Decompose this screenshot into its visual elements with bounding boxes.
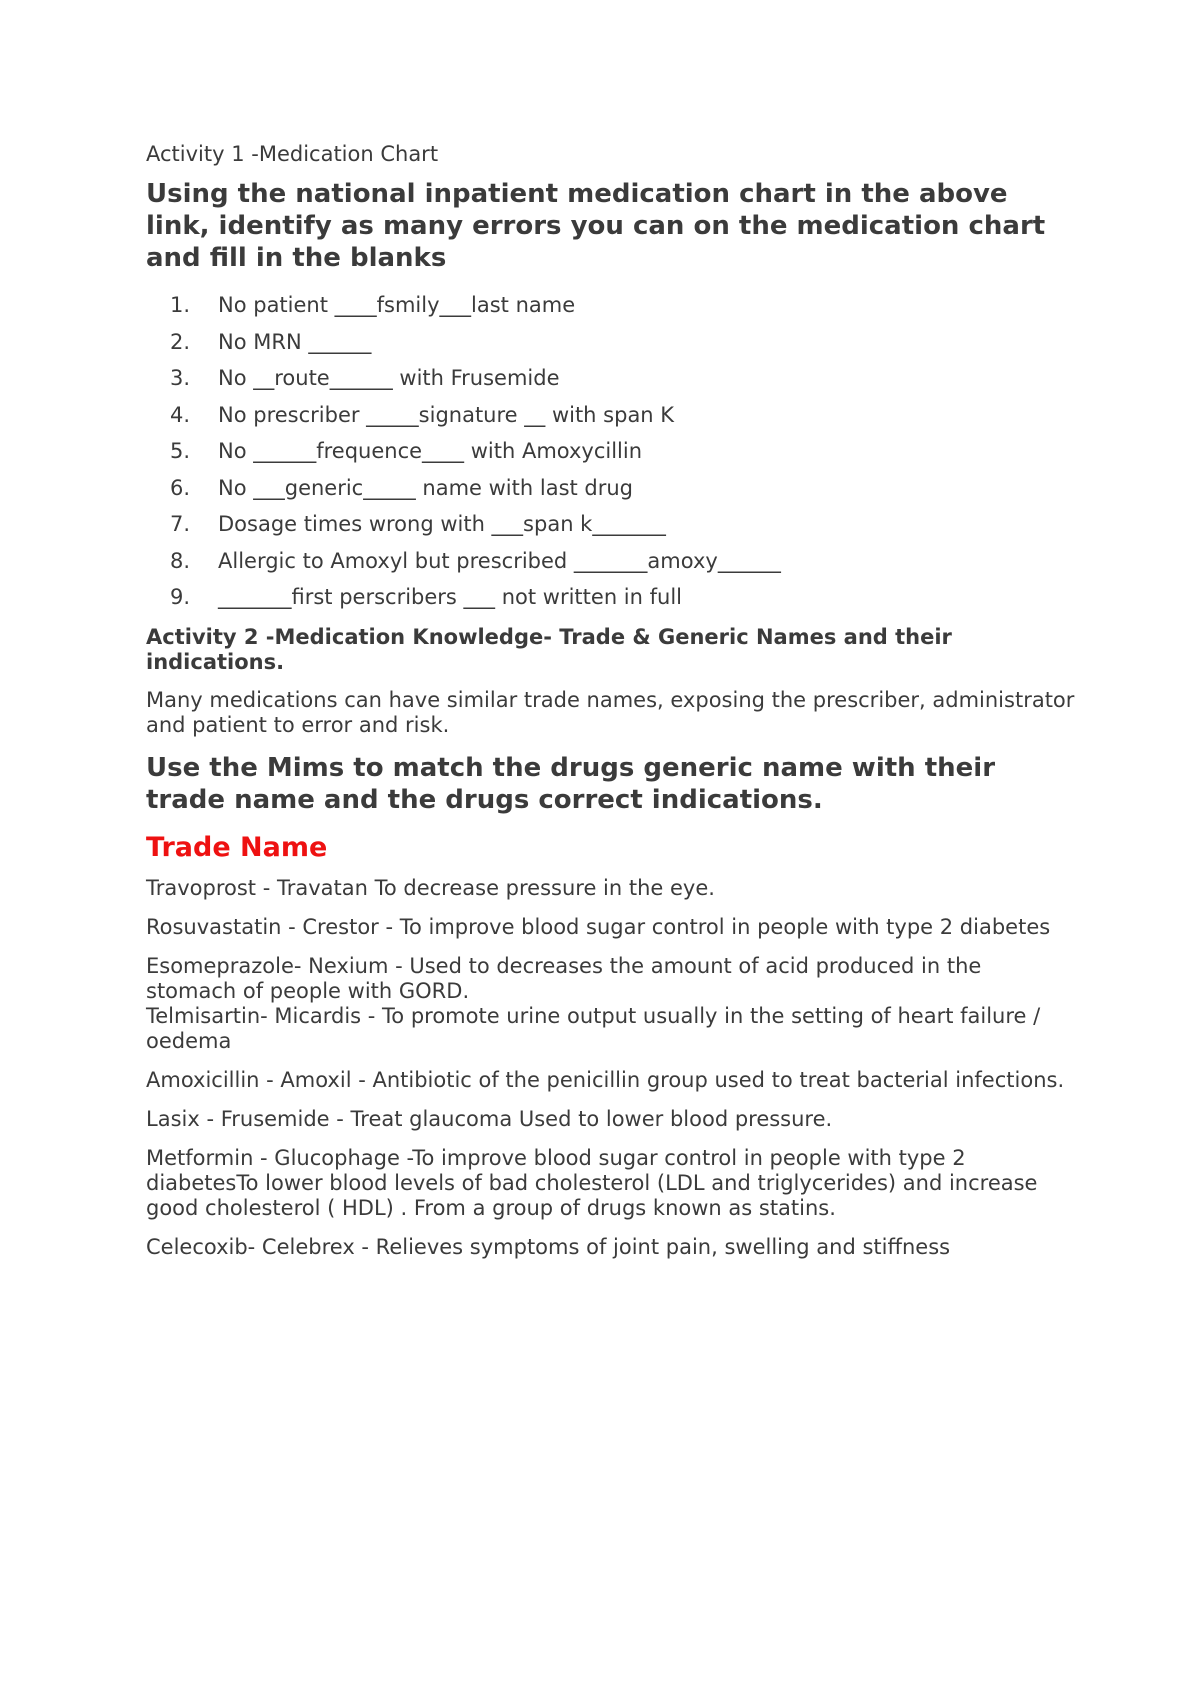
drug-entry: Metformin - Glucophage -To improve blood sugar control in people with type 2 diabetesTo lower blood levels of bad cholesterol (LDL and triglycerides) and increase good cholesterol ( HDL) . From a group of drugs known as statins. xyxy=(146,1145,1038,1220)
drug-entry: Amoxicillin - Amoxil - Antibiotic of the penicillin group used to treat bacterial infections. xyxy=(146,1067,1065,1092)
error-item xyxy=(146,365,1076,402)
error-text: _______first perscribers ___ not written in full xyxy=(218,585,682,609)
error-text: No prescriber _____signature __ with span K xyxy=(218,402,675,427)
list-number: 6. xyxy=(170,475,191,500)
drug-entry: Rosuvastatin - Crestor - To improve blood sugar control in people with type 2 diabetes xyxy=(146,914,1051,939)
activity-2-title: Activity 2 -Medication Knowledge- Trade & Generic Names and their indications. xyxy=(146,624,952,674)
error-text: No ___generic_____ name with last drug xyxy=(218,475,634,500)
activity-1-instruction: Using the national inpatient medication chart in the above link, identify as many errors you can on the medication chart and fill in the blanks xyxy=(146,179,1046,273)
list-number: 4. xyxy=(170,402,191,427)
list-number: 1. xyxy=(170,293,191,317)
error-text: Allergic to Amoxyl but prescribed _______amoxy______ xyxy=(218,548,781,573)
error-text: No __route______ with Frusemide xyxy=(218,366,560,390)
error-item xyxy=(146,548,1076,585)
error-item xyxy=(146,402,1076,439)
list-number: 5. xyxy=(170,439,191,463)
error-item xyxy=(146,329,1076,366)
activity-2-instruction: Use the Mims to match the drugs generic name with their trade name and the drugs correct indications. xyxy=(146,752,996,815)
drug-entry: Telmisartin- Micardis - To promote urine output usually in the setting of heart failure / oedema xyxy=(146,1003,1041,1053)
drug-entry: Celecoxib- Celebrex - Relieves symptoms of joint pain, swelling and stiffness xyxy=(146,1234,951,1259)
error-list xyxy=(146,292,1076,621)
list-number: 9. xyxy=(170,585,191,609)
error-text: No patient ____fsmily___last name xyxy=(218,293,576,317)
error-text: No MRN ______ xyxy=(218,329,372,354)
error-item xyxy=(146,584,1076,621)
error-item xyxy=(146,511,1076,548)
drug-entry: Lasix - Frusemide - Treat glaucoma Used to lower blood pressure. xyxy=(146,1106,833,1131)
list-number: 8. xyxy=(170,548,191,573)
document-page xyxy=(146,140,1076,1274)
error-item xyxy=(146,438,1076,475)
trade-name-heading: Trade Name xyxy=(146,831,328,863)
error-item xyxy=(146,475,1076,512)
error-text: Dosage times wrong with ___span k_______ xyxy=(218,512,666,536)
list-number: 2. xyxy=(170,329,191,354)
list-number: 7. xyxy=(170,512,191,536)
drug-entry: Esomeprazole- Nexium - Used to decreases the amount of acid produced in the stomach of people with GORD. xyxy=(146,953,982,1003)
drug-entry: Travoprost - Travatan To decrease pressure in the eye. xyxy=(146,875,715,900)
activity-1-title: Activity 1 -Medication Chart xyxy=(146,142,439,166)
activity-2-intro: Many medications can have similar trade names, exposing the prescriber, administrator and patient to error and risk. xyxy=(146,687,1075,737)
list-number: 3. xyxy=(170,366,191,390)
error-item xyxy=(146,292,1076,329)
error-text: No ______frequence____ with Amoxycillin xyxy=(218,439,643,463)
